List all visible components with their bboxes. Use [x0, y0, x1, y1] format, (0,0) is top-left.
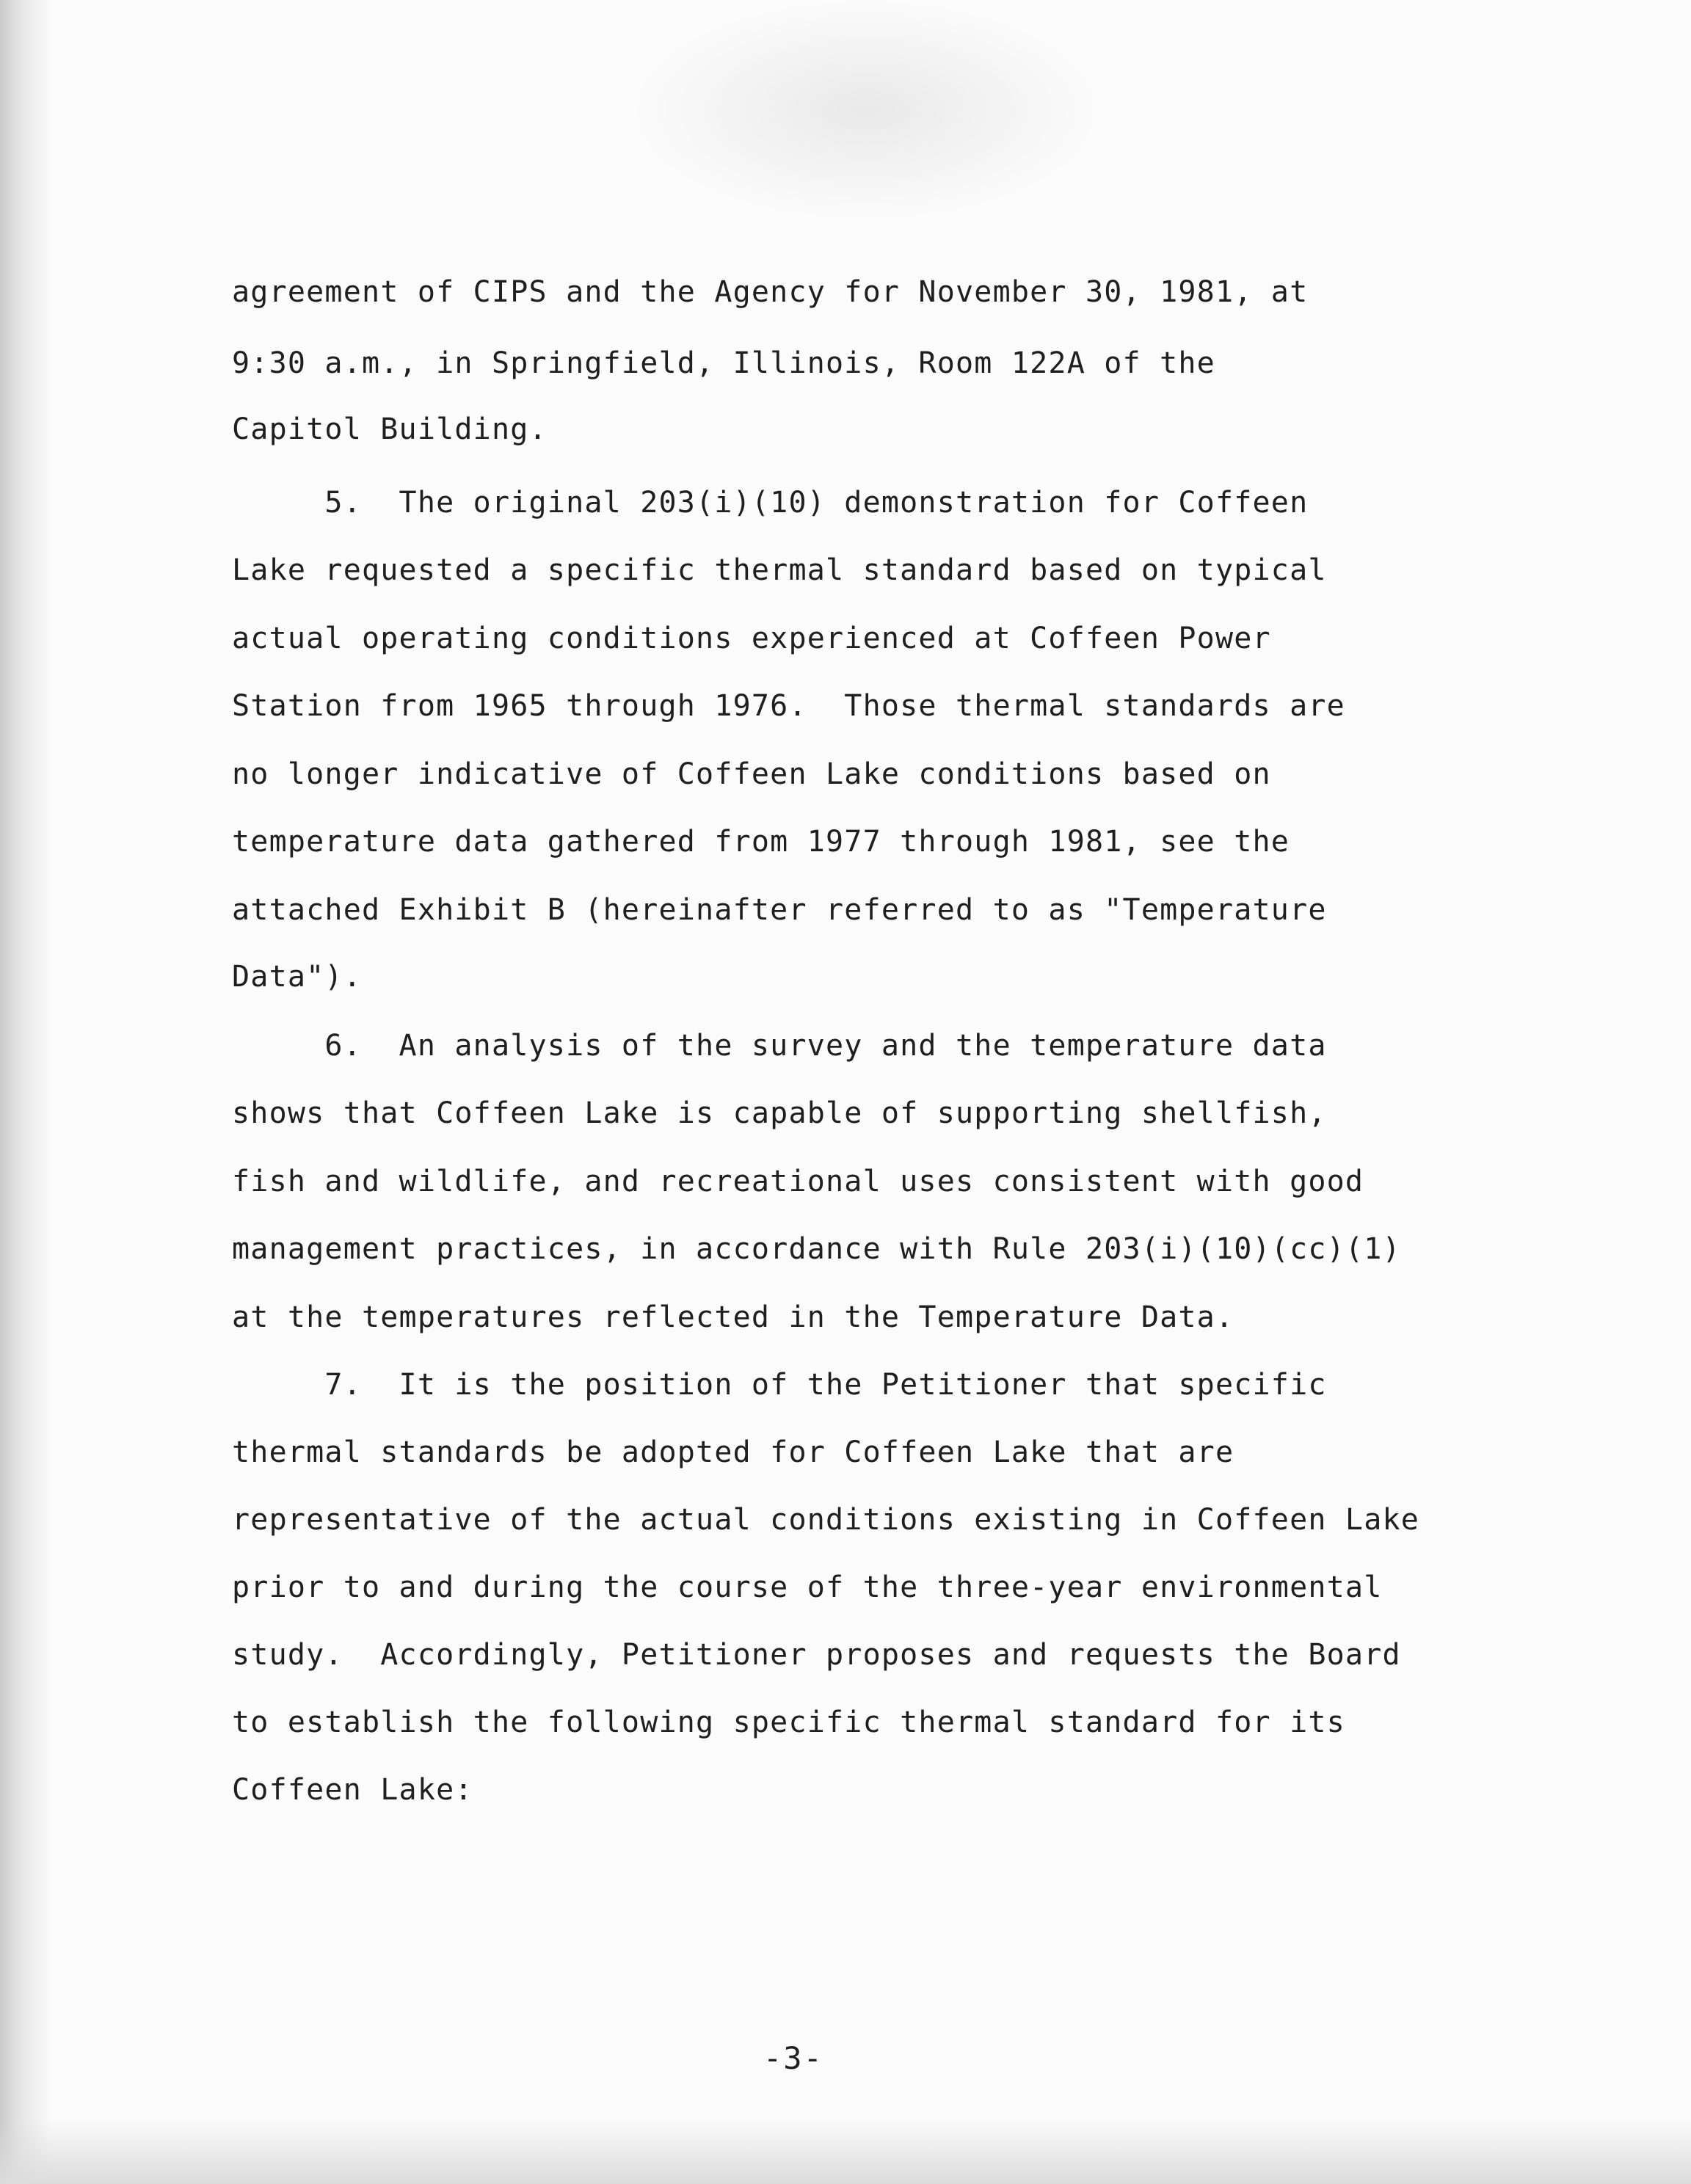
body-line: Capitol Building.: [232, 412, 548, 446]
paragraph-5-line: attached Exhibit B (hereinafter referred to as "Temperature: [232, 893, 1327, 927]
paragraph-5-line: Station from 1965 through 1976. Those thermal standards are: [232, 689, 1345, 723]
paragraph-5-line: 5. The original 203(i)(10) demonstration for Coffeen: [232, 486, 1309, 520]
body-line: 9:30 a.m., in Springfield, Illinois, Room 122A of the: [232, 346, 1215, 380]
paragraph-7-line: 7. It is the position of the Petitioner that specific: [232, 1368, 1327, 1402]
scan-smudge: [631, 0, 1101, 220]
body-line: agreement of CIPS and the Agency for November 30, 1981, at: [232, 275, 1309, 309]
paragraph-7-line: representative of the actual conditions existing in Coffeen Lake: [232, 1503, 1420, 1537]
paragraph-5-line: temperature data gathered from 1977 through 1981, see the: [232, 825, 1290, 859]
paragraph-5-line: no longer indicative of Coffeen Lake conditions based on: [232, 757, 1271, 791]
scan-edge-shading: [0, 0, 51, 2184]
paragraph-6-line: shows that Coffeen Lake is capable of supporting shellfish,: [232, 1096, 1327, 1130]
paragraph-7-line: prior to and during the course of the three-year environmental: [232, 1570, 1383, 1604]
paragraph-5-line: Data").: [232, 960, 362, 994]
paragraph-5-line: Lake requested a specific thermal standard based on typical: [232, 553, 1327, 587]
scan-bottom-shading: [0, 2118, 1691, 2184]
paragraph-6-line: 6. An analysis of the survey and the temperature data: [232, 1029, 1327, 1063]
paragraph-6-line: management practices, in accordance with Rule 203(i)(10)(cc)(1): [232, 1232, 1401, 1266]
page-number: -3-: [763, 2040, 823, 2076]
paragraph-7-line: thermal standards be adopted for Coffeen Lake that are: [232, 1435, 1234, 1469]
paragraph-7-line: Coffeen Lake:: [232, 1773, 473, 1807]
paragraph-7-line: to establish the following specific thermal standard for its: [232, 1706, 1345, 1739]
paragraph-7-line: study. Accordingly, Petitioner proposes and requests the Board: [232, 1638, 1401, 1672]
paragraph-5-line: actual operating conditions experienced at Coffeen Power: [232, 622, 1271, 655]
paragraph-6-line: at the temperatures reflected in the Temperature Data.: [232, 1300, 1234, 1334]
paragraph-6-line: fish and wildlife, and recreational uses consistent with good: [232, 1165, 1364, 1198]
